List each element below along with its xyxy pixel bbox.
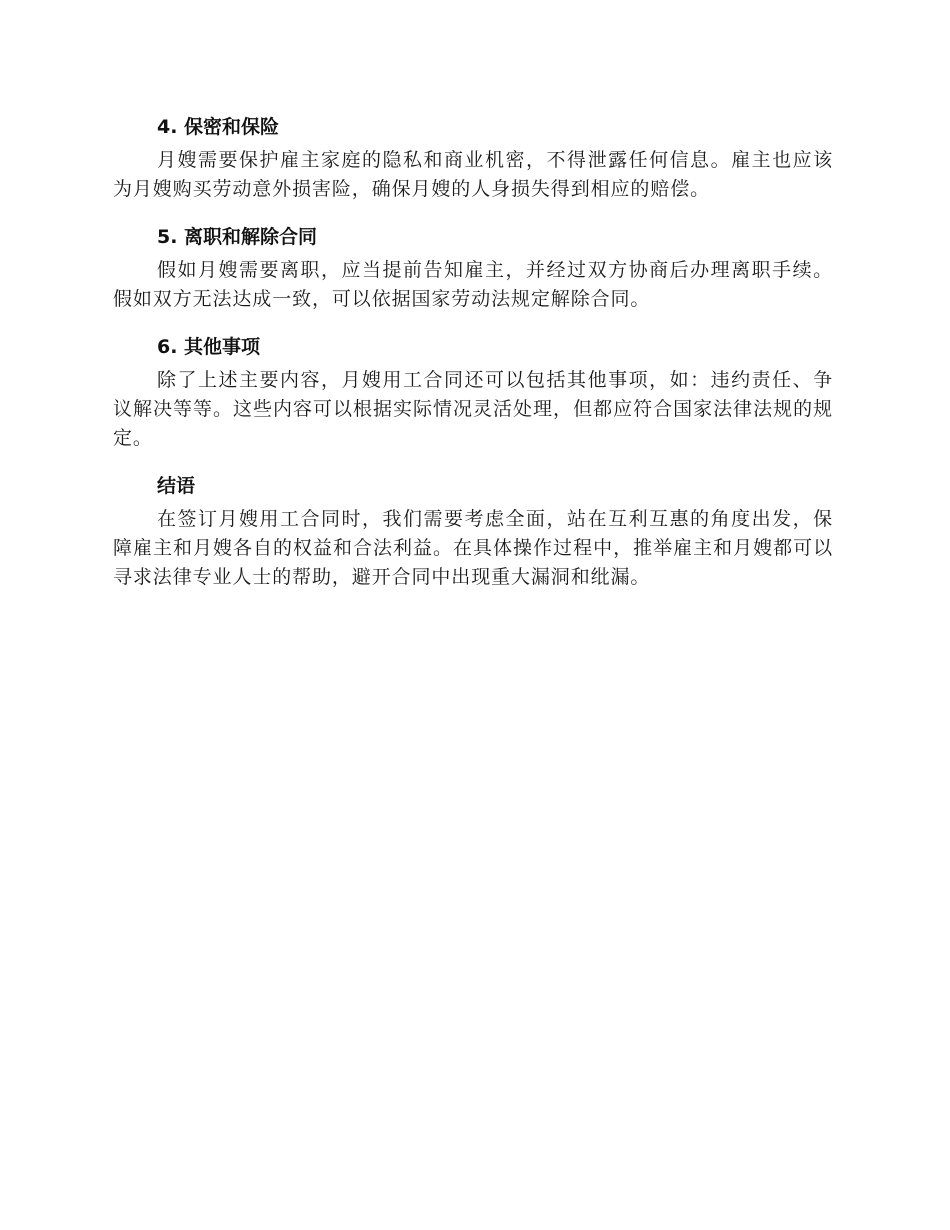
section-paragraph: 在签订月嫂用工合同时，我们需要考虑全面，站在互利互惠的角度出发，保障雇主和月嫂各自的权益和合法利益。在具体操作过程中，推举雇主和月嫂都可以寻求法律专业人士的帮助，避开合同中出现重大漏洞和纰漏。 (113, 508, 833, 588)
section-heading: 6. 其他事项 (157, 336, 261, 358)
section-heading: 结语 (157, 475, 196, 497)
document-body (113, 108, 833, 606)
section-confidentiality-insurance (113, 108, 833, 204)
section-heading: 5. 离职和解除合同 (157, 226, 318, 248)
section-resignation-termination (113, 218, 833, 314)
section-other-matters (113, 328, 833, 453)
section-conclusion (113, 467, 833, 592)
section-paragraph: 假如月嫂需要离职，应当提前告知雇主，并经过双方协商后办理离职手续。假如双方无法达成一致，可以依据国家劳动法规定解除合同。 (113, 259, 833, 310)
section-paragraph: 月嫂需要保护雇主家庭的隐私和商业机密，不得泄露任何信息。雇主也应该为月嫂购买劳动意外损害险，确保月嫂的人身损失得到相应的赔偿。 (113, 149, 833, 200)
section-paragraph: 除了上述主要内容，月嫂用工合同还可以包括其他事项，如：违约责任、争议解决等等。这些内容可以根据实际情况灵活处理，但都应符合国家法律法规的规定。 (113, 369, 833, 449)
section-heading: 4. 保密和保险 (157, 116, 280, 138)
